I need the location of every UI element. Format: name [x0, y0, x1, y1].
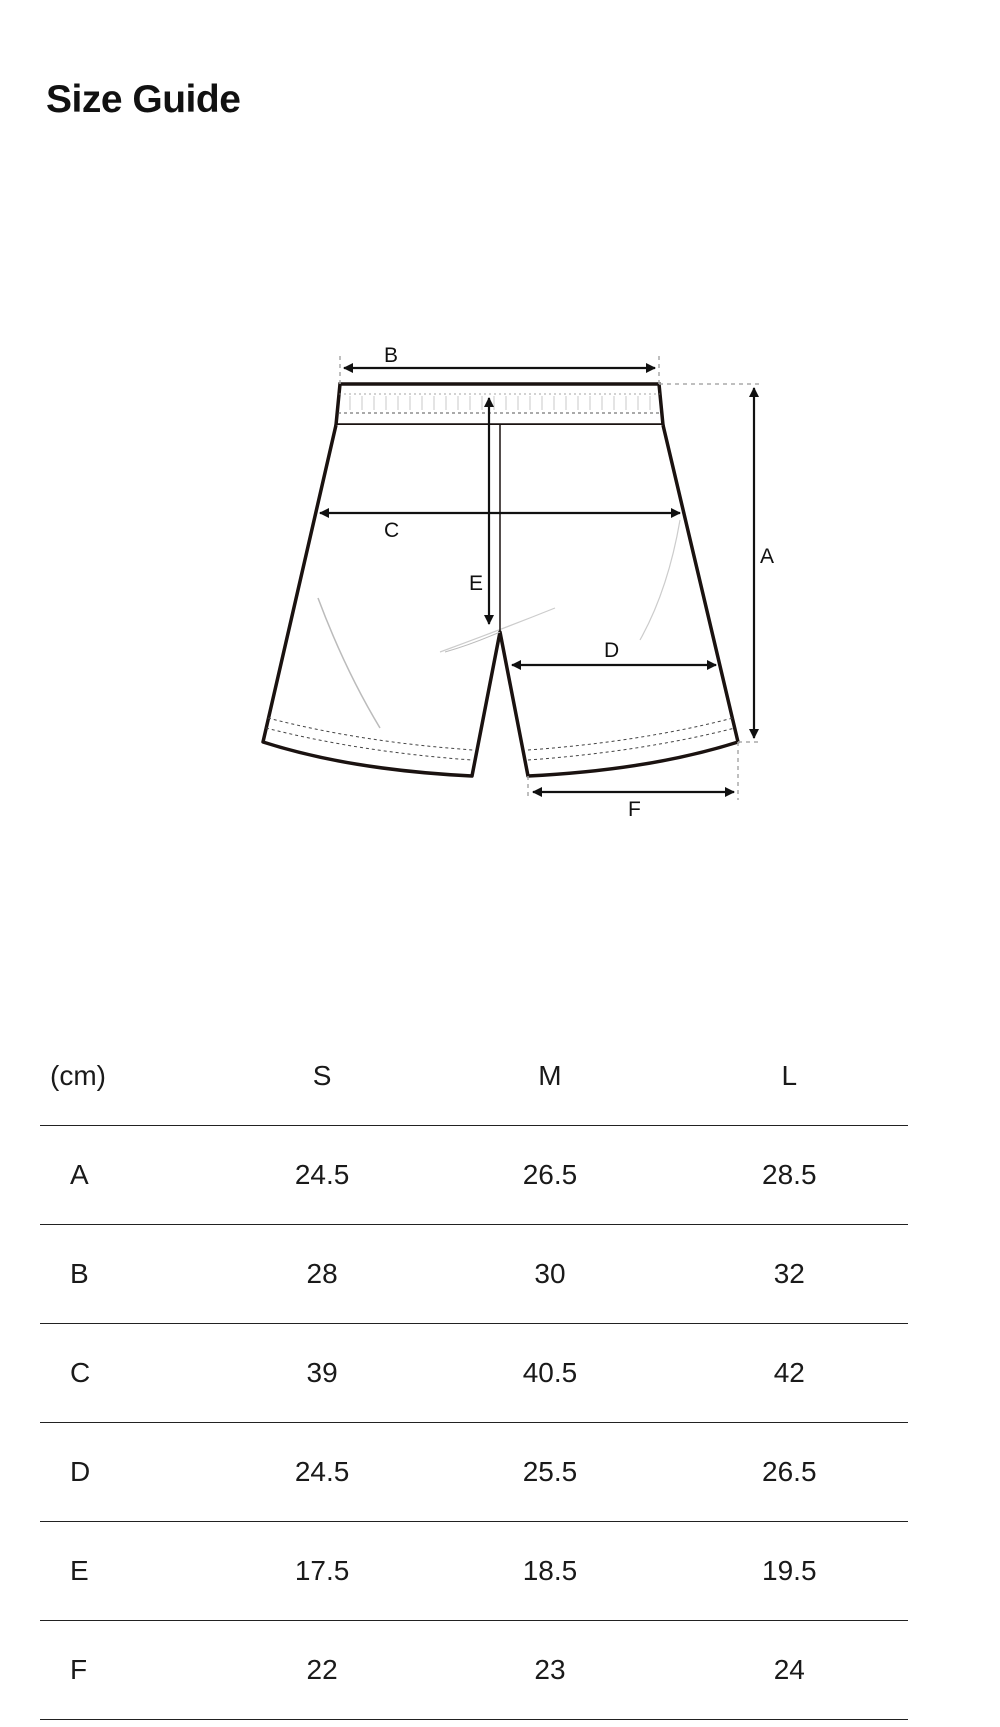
- label-f: F: [628, 798, 641, 821]
- table-row: [40, 1423, 908, 1522]
- table-cell: 23: [429, 1621, 670, 1720]
- label-b: B: [384, 344, 399, 367]
- size-table: [40, 1027, 908, 1720]
- row-label: B: [40, 1225, 215, 1324]
- label-d: D: [604, 639, 620, 662]
- size-header-s: S: [215, 1027, 429, 1126]
- table-cell: 40.5: [429, 1324, 670, 1423]
- table-cell: 30: [429, 1225, 670, 1324]
- label-e: E: [469, 572, 484, 595]
- label-c: C: [384, 519, 400, 542]
- size-header-m: M: [429, 1027, 670, 1126]
- row-label: D: [40, 1423, 215, 1522]
- size-table-header-row: [40, 1027, 908, 1126]
- unit-header: (cm): [40, 1027, 215, 1126]
- table-cell: 24: [671, 1621, 908, 1720]
- shorts-outline: [263, 384, 738, 776]
- table-cell: 28.5: [671, 1126, 908, 1225]
- table-cell: 26.5: [429, 1126, 670, 1225]
- table-cell: 42: [671, 1324, 908, 1423]
- table-cell: 28: [215, 1225, 429, 1324]
- table-row: [40, 1522, 908, 1621]
- table-cell: 24.5: [215, 1423, 429, 1522]
- table-cell: 25.5: [429, 1423, 670, 1522]
- table-cell: 24.5: [215, 1126, 429, 1225]
- table-cell: 32: [671, 1225, 908, 1324]
- label-a: A: [760, 545, 775, 568]
- table-cell: 26.5: [671, 1423, 908, 1522]
- table-row: [40, 1225, 908, 1324]
- table-cell: 39: [215, 1324, 429, 1423]
- table-cell: 17.5: [215, 1522, 429, 1621]
- page-title: Size Guide: [46, 78, 241, 121]
- row-label: C: [40, 1324, 215, 1423]
- row-label: E: [40, 1522, 215, 1621]
- table-row: [40, 1126, 908, 1225]
- table-row: [40, 1324, 908, 1423]
- row-label: A: [40, 1126, 215, 1225]
- table-cell: 19.5: [671, 1522, 908, 1621]
- size-header-l: L: [671, 1027, 908, 1126]
- row-label: F: [40, 1621, 215, 1720]
- table-row: [40, 1621, 908, 1720]
- table-cell: 18.5: [429, 1522, 670, 1621]
- table-cell: 22: [215, 1621, 429, 1720]
